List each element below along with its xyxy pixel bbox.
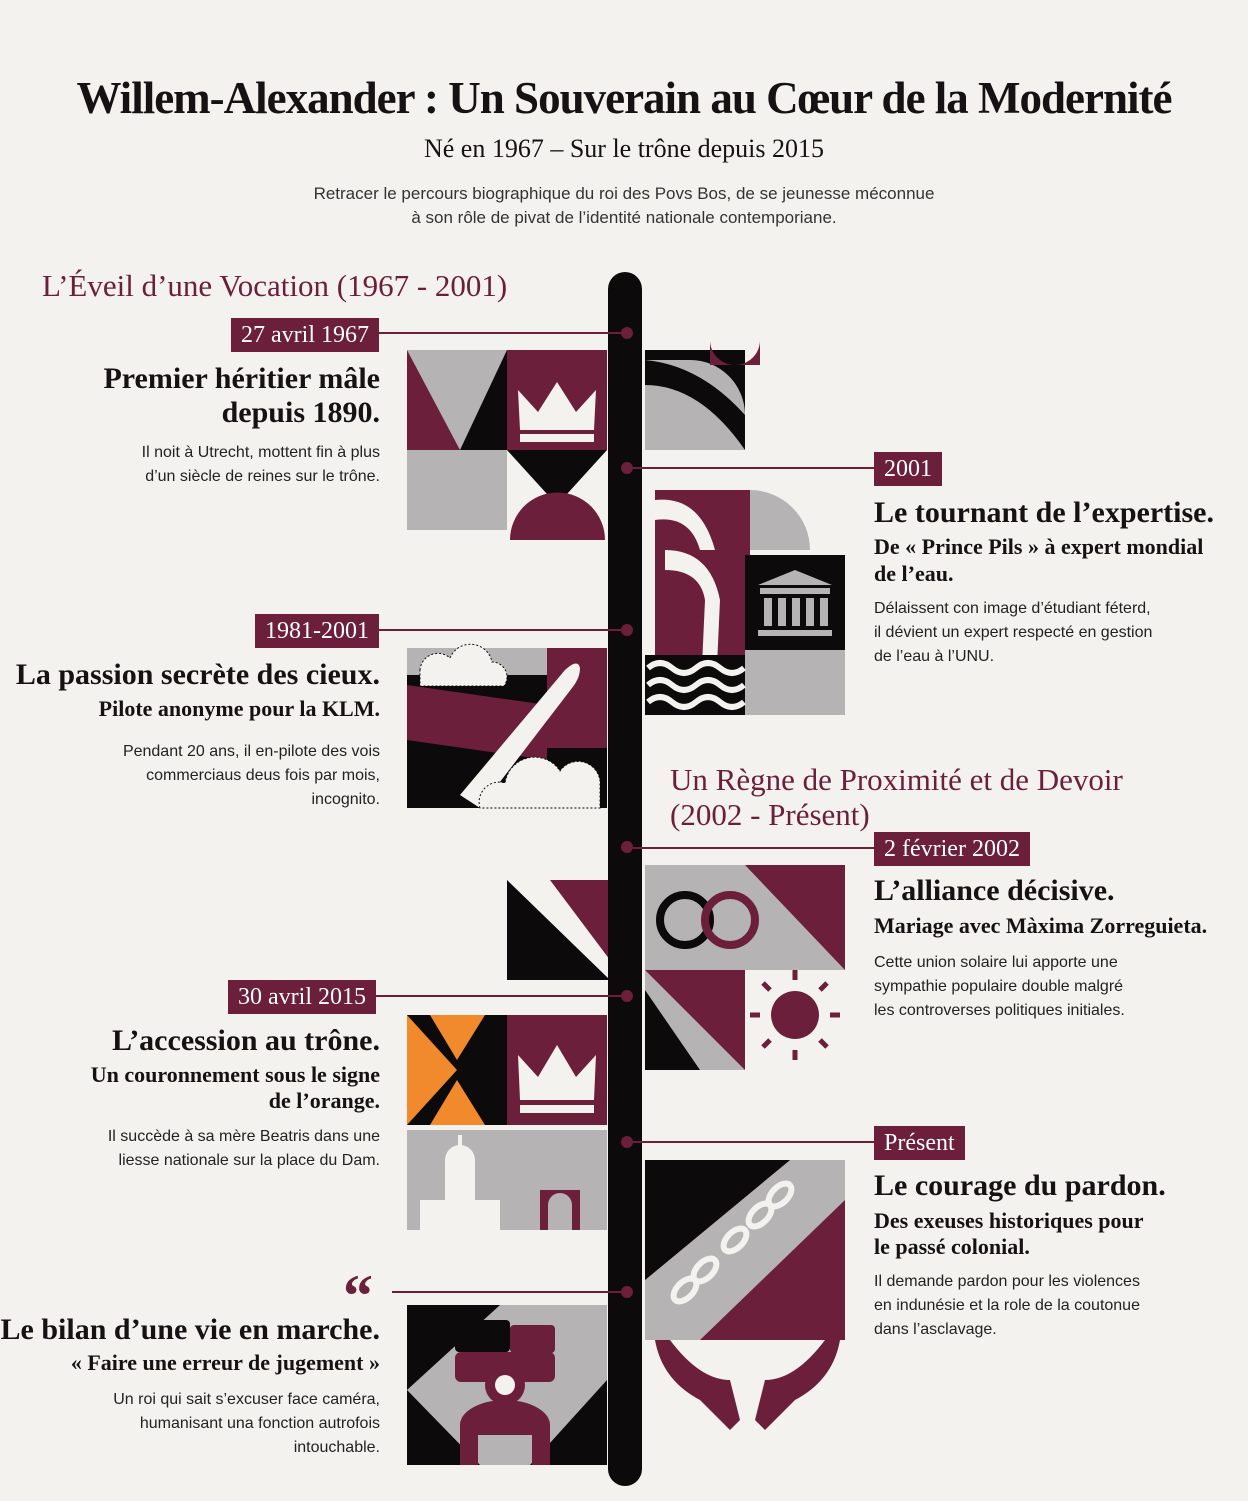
event-sub-6a: Des exeuses historiques pour — [874, 1208, 1144, 1233]
event-body-6a: Il demande pardon pour les violences — [874, 1273, 1140, 1290]
connector-line — [376, 629, 621, 631]
event-sub-5b: de l’orange. — [268, 1088, 380, 1113]
timeline-dot — [621, 1136, 633, 1148]
timeline-spine — [608, 272, 642, 1486]
event-body-5b: liesse nationale sur la place du Dam. — [118, 1152, 380, 1169]
event-body-2a: Délaissent con image d’étudiant féterd, — [874, 600, 1151, 617]
event-heading-3: La passion secrète des cieux. — [15, 658, 380, 691]
event-body-4c: les controverses politiques initiales. — [874, 1002, 1125, 1019]
event-sub-2b: de l’eau. — [874, 561, 954, 586]
tile-block-coronation — [407, 1015, 607, 1230]
event-quote-7: « Faire une erreur de jugement » — [70, 1350, 380, 1375]
intro-line-2: à son rôle de pivat de l’identité nationale contemporiane. — [411, 208, 837, 227]
section-title-early-life: L’Éveil d’une Vocation (1967 - 2001) — [42, 268, 508, 303]
date-label-1967: 27 avril 1967 — [231, 318, 379, 352]
event-body-2b: il dévient un expert respecté en gestion — [874, 624, 1153, 641]
event-body-6c: dans l’asclavage. — [874, 1321, 997, 1338]
connector-line — [392, 1291, 621, 1293]
section-title-reign-years: (2002 - Présent) — [670, 797, 870, 832]
event-body-5a: Il succède à sa mère Beatris dans une — [107, 1128, 380, 1145]
timeline-dot — [621, 462, 633, 474]
page-title: Willem-Alexander : Un Souverain au Cœur de la Modernité — [76, 73, 1172, 123]
section-title-reign: Un Règne de Proximité et de Devoir — [670, 762, 1123, 797]
event-heading-1b: depuis 1890. — [221, 396, 380, 429]
tile-block-pilot — [407, 644, 607, 808]
date-label-2002: 2 février 2002 — [874, 832, 1030, 866]
hands-icon — [655, 1340, 840, 1430]
timeline-dot — [621, 841, 633, 853]
event-heading-6: Le courage du pardon. — [874, 1169, 1166, 1202]
tile-block-pardon — [645, 1160, 845, 1340]
timeline-dot — [621, 1286, 633, 1298]
event-body-6b: en indunésie et la role de la coutonue — [874, 1297, 1140, 1314]
intro-line-1: Retracer le percours biographique du roi des Povs Bos, de se jeunesse méconnue — [313, 184, 935, 203]
event-body-4b: sympathie populaire double malgré — [874, 978, 1124, 995]
page-subtitle: Né en 1967 – Sur le trône depuis 2015 — [423, 134, 825, 163]
event-heading-7: Le bilan d’une vie en marche. — [0, 1313, 380, 1346]
event-sub-5a: Un couronnement sous le signe — [90, 1062, 380, 1087]
connector-line — [376, 332, 621, 334]
event-heading-2: Le tournant de l’expertise. — [874, 496, 1214, 529]
quote-mark-icon: “ — [343, 1263, 373, 1329]
event-body-7b: humanisant una fonction autrofois — [139, 1415, 380, 1432]
connector-line — [633, 1141, 874, 1143]
tile-block-expertise — [645, 490, 845, 715]
event-body-7a: Un roi qui sait s’excuser face caméra, — [113, 1391, 380, 1408]
date-label-2015: 30 avril 2015 — [228, 980, 376, 1014]
event-body-1b: d’un siècle de reines sur le trône. — [145, 468, 380, 485]
event-heading-4: L’alliance décisive. — [874, 874, 1115, 907]
timeline-dot — [621, 624, 633, 636]
timeline-dot — [621, 327, 633, 339]
event-sub-3: Pilote anonyme pour la KLM. — [98, 696, 380, 721]
date-label-1981-2001: 1981-2001 — [255, 614, 379, 648]
date-label-present: Présent — [874, 1126, 965, 1160]
date-label-2001: 2001 — [874, 452, 942, 486]
event-body-3c: incognito. — [311, 791, 380, 808]
event-body-1a: Il noit à Utrecht, mottent fin à plus — [141, 444, 380, 461]
connector-line — [376, 995, 621, 997]
event-sub-6b: le passé colonial. — [874, 1234, 1030, 1259]
event-body-4a: Cette union solaire lui apporte une — [874, 954, 1118, 971]
connector-line — [633, 847, 874, 849]
event-sub-4: Mariage avec Màxima Zorreguieta. — [874, 913, 1208, 938]
connector-line — [633, 467, 874, 469]
sun-icon — [750, 970, 840, 1060]
timeline-dot — [621, 990, 633, 1002]
event-body-3a: Pendant 20 ans, il en-pilote des vois — [122, 743, 380, 760]
event-sub-2a: De « Prince Pils » à expert mondial — [874, 534, 1204, 559]
event-body-7c: intouchable. — [293, 1439, 380, 1456]
event-heading-5: L’accession au trône. — [111, 1024, 380, 1057]
event-body-3b: commerciaus deus fois par mois, — [146, 767, 380, 784]
event-heading-1: Premier héritier mâle — [103, 362, 380, 395]
event-body-2c: de l’eau à l’UNU. — [874, 648, 995, 665]
